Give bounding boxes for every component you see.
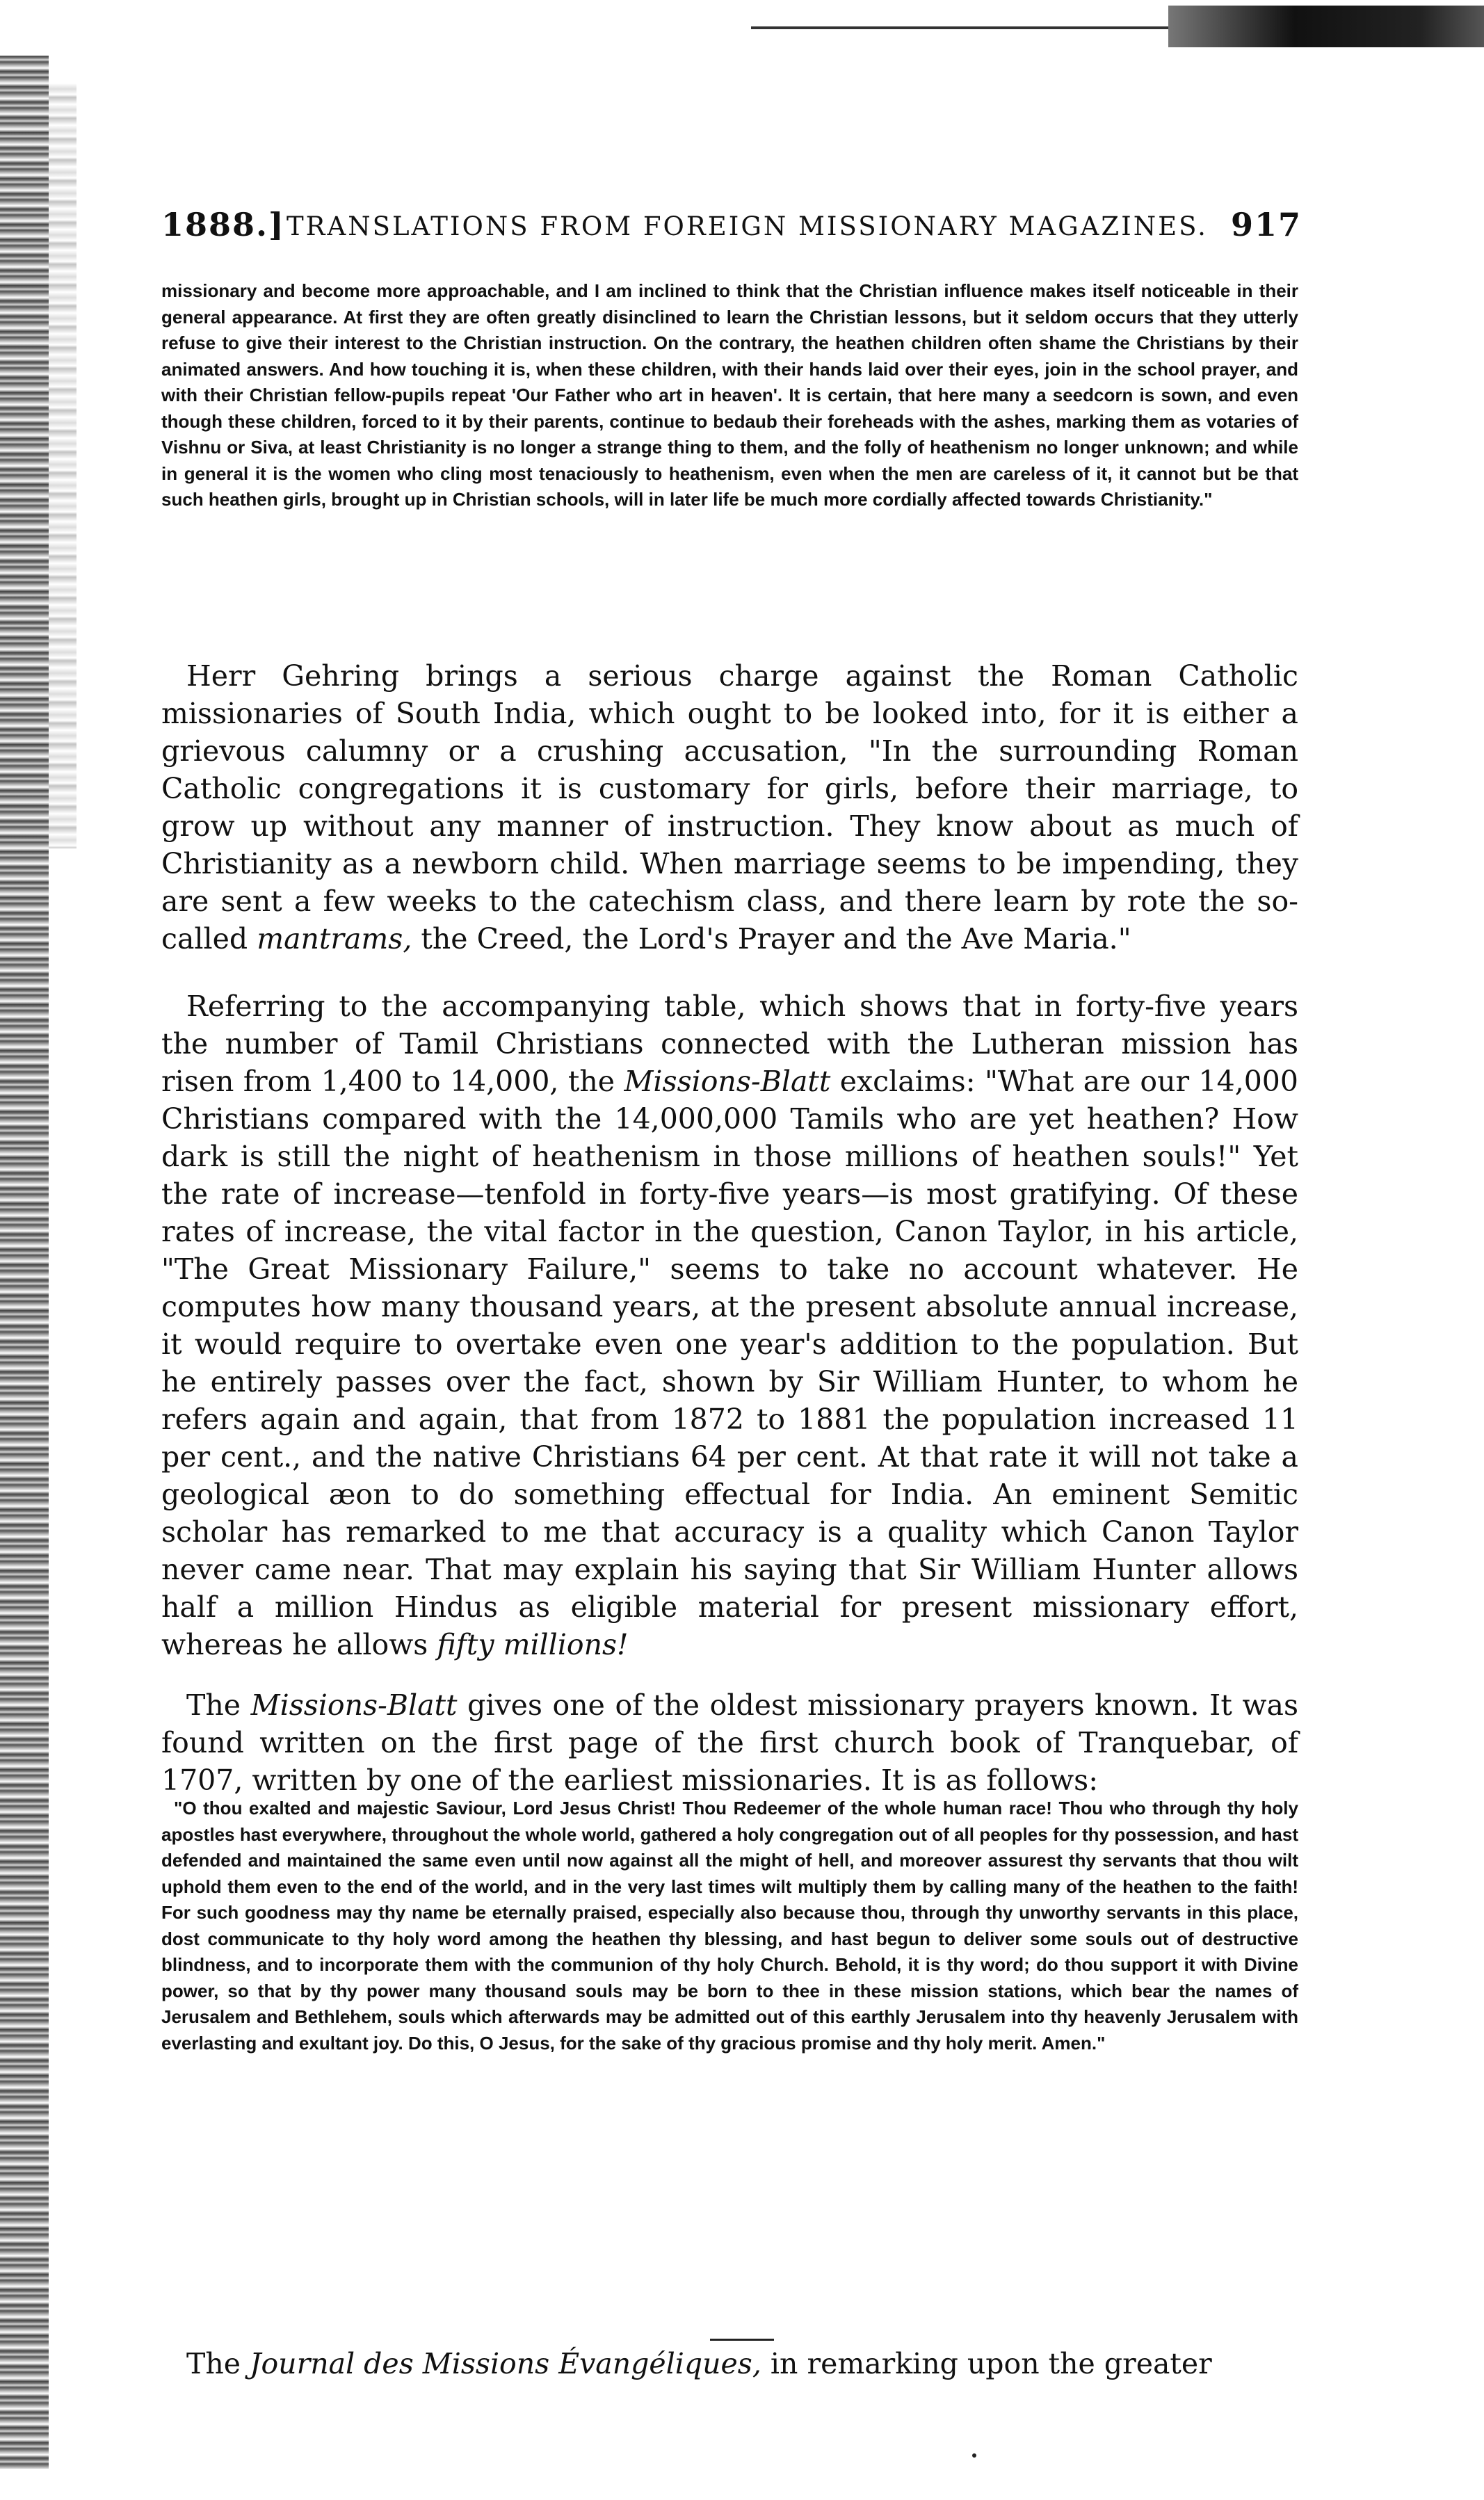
journal-paragraph: [161, 2345, 1298, 2382]
prayer-quote-paragraph: "O thou exalted and majestic Saviour, Lord Jesus Christ! Thou Redeemer of the whole human race! Thou who through thy holy apostles hast everywhere, throughout the whole world, gathered a holy congregation out of all peoples for thy possession, and hast defended and maintained the same even until now against all the might of hell, and moreover assurest thy servants that thou wilt uphold them even to the end of the world, and in the very last times wilt multiply them by calling many of the heathen to the faith! For such goodness may thy name be eternally praised, especially also because thou, through thy unworthy servants in this place, dost communicate to thy holy word among the heathen thy blessing, and hast begun to deliver some souls out of destructive blindness, and to incorporate them with the communion of thy holy Church. Behold, it is thy word; do thou support it with Divine power, so that by thy power many thousand souls may be born to thee in these mission stations, which bear the names of Jerusalem and Bethlehem, souls which afterwards may be admitted out of this earthly Jerusalem into thy heavenly Jerusalem with everlasting and exultant joy. Do this, O Jesus, for the sake of thy gracious promise and thy holy merit. Amen.": [161, 1798, 1298, 2054]
prayer-intro-text-2: gives one of the oldest missionary prayers known. It was found written on the first page of the first church book of Tranquebar, of 1707, written by one of the earliest missionaries. It is as follows:: [161, 1688, 1298, 1797]
table-text-1: Referring to the accompanying table, which shows that in forty-five years the number of Tamil Christians connected with the Lutheran mission has risen from 1,400 to 14,000, the: [161, 990, 1298, 1098]
journal-text-2: in remarking upon the greater: [761, 2347, 1212, 2380]
section-divider-dash: [710, 2339, 774, 2341]
page-number: 917: [1230, 206, 1302, 243]
running-head: [161, 206, 1302, 255]
top-thick-rule: [1168, 6, 1484, 47]
table-text-2: exclaims: "What are our 14,000 Christians compared with the 14,000,000 Tamils who are yet heathen? How dark is still the night of heathenism in those millions of heathen souls!" Yet the rate of increase—tenfold in forty-five years—is most gratifying. Of these rates of increase, the vital factor in the question, Canon Taylor, in his article, "The Great Missionary Failure," seems to take no account whatever. He computes how many thousand years, at the present absolute annual increase, it would require to overtake even one year's addition to the population. But he entirely passes over the fact, shown by Sir William Hunter, to whom he refers again and again, that from 1872 to 1881 the population increased 11 per cent., and the native Christians 64 per cent. At that rate it will not take a geological æon to do something effectual for India. An eminent Semitic scholar has remarked to me that accuracy is a quality which Canon Taylor never came near. That may explain his saying that Sir William Hunter allows half a million Hindus as eligible material for present missionary effort, whereas he allows: [161, 1065, 1298, 1661]
table-paragraph: [161, 987, 1298, 1663]
header-year: 1888.]: [161, 206, 285, 243]
gehring-emphasis: mantrams,: [257, 922, 412, 955]
table-emphasis-1: Missions-Blatt: [624, 1065, 831, 1098]
scanned-binding-shadow: [49, 83, 76, 848]
gehring-text-1: Herr Gehring brings a serious charge against the Roman Catholic missionaries of South India, which ought to be looked into, for it is either a grievous calumny or a crushing accusation, "In the surrounding Roman Catholic congregations it is customary for girls, before their marriage, to grow up without any manner of instruction. They know about as much of Christianity as a newborn child. When marriage seems to be impending, they are sent a few weeks to the catechism class, and there learn by rote the so-called: [161, 659, 1298, 955]
scanned-binding-edge: [0, 56, 49, 2469]
gehring-text-2: the Creed, the Lord's Prayer and the Ave Maria.": [412, 922, 1131, 955]
prayer-intro-emphasis: Missions-Blatt: [250, 1688, 458, 1722]
table-emphasis-2: fifty millions!: [437, 1628, 629, 1661]
opening-quote-paragraph: missionary and become more approachable, and I am inclined to think that the Christian influence makes itself noticeable in their general appearance. At first they are often greatly disinclined to learn the Christian lessons, but it seldom occurs that they utterly refuse to give their interest to the Christian instruction. On the contrary, the heathen children often shame the Christians by their animated answers. And how touching it is, when these children, with their hands laid over their eyes, join in the school prayer, and with their Christian fellow-pupils repeat 'Our Father who art in heaven'. It is certain, that here many a seedcorn is sown, and even though these children, forced to it by their parents, continue to bedaub their foreheads with the ashes, marking them as votaries of Vishnu or Siva, at least Christianity is no longer a strange thing to them, and the folly of heathenism no longer unknown; and while in general it is the women who cling most tenaciously to heathenism, even when the men are careless of it, it cannot but be that such heathen girls, brought up in Christian schools, will in later life be much more cordially affected towards Christianity.": [161, 280, 1298, 510]
gehring-paragraph: [161, 657, 1298, 958]
prayer-intro-paragraph: [161, 1686, 1298, 1799]
journal-emphasis: Journal des Missions Évangéliques,: [250, 2347, 761, 2380]
print-speck: [972, 2453, 976, 2458]
header-title: TRANSLATIONS FROM FOREIGN MISSIONARY MAGAZINES.: [287, 211, 1208, 241]
page-top-rule: [751, 0, 1484, 56]
prayer-intro-text-1: The: [186, 1688, 251, 1722]
journal-text-1: The: [186, 2347, 250, 2380]
top-thin-rule: [751, 26, 1182, 29]
